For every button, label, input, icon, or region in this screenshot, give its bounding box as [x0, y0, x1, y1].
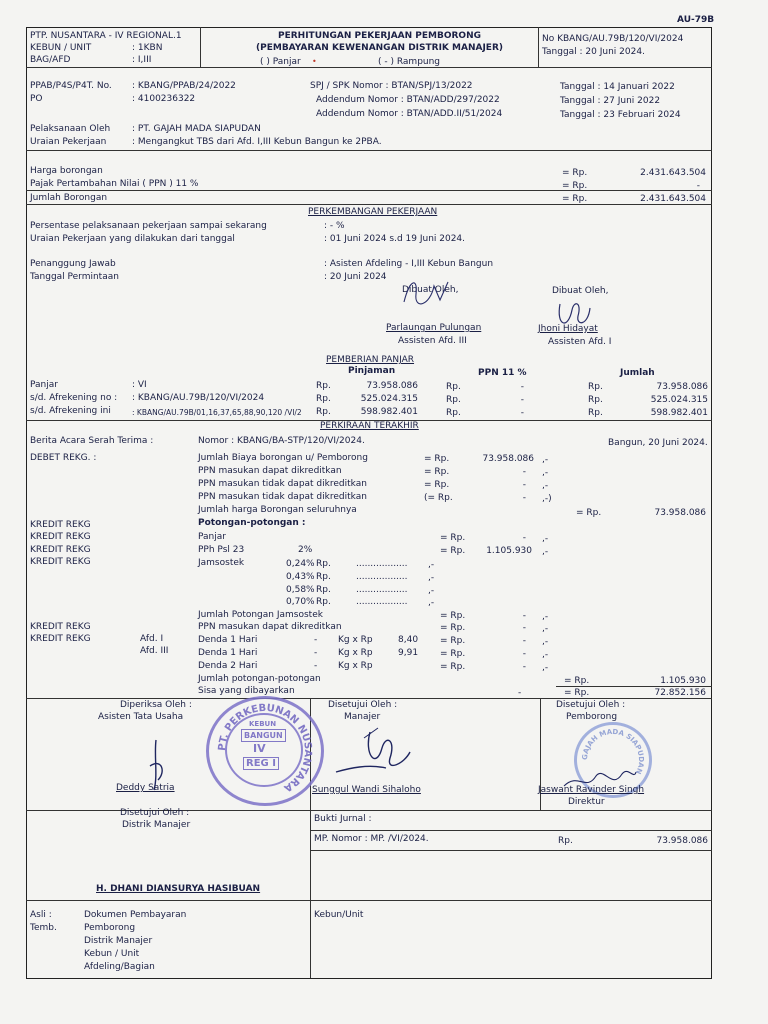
- panjar-row-rp: Rp.: [588, 395, 603, 405]
- signer-jaswant-role: Direktur: [568, 797, 605, 807]
- ppn-value: -: [696, 181, 700, 191]
- ppn-dik-value: -: [522, 623, 526, 633]
- dibuat-label-2: Dibuat Oleh,: [552, 286, 609, 296]
- debet-line-tail: ,-: [542, 481, 549, 491]
- panjar-row-rp: Rp.: [316, 381, 331, 391]
- denda-rate: 9,91: [398, 648, 419, 658]
- debet-line-label: Jumlah Biaya borongan u/ Pemborong: [198, 453, 368, 463]
- denda-rp: = Rp.: [440, 636, 466, 646]
- jpj-tail: ,-: [542, 612, 549, 622]
- jamsostek-label: Jamsostek: [198, 558, 245, 568]
- potongan-panjar-rp: = Rp.: [440, 533, 466, 543]
- addendum-2: Addendum Nomor : BTAN/ADD.II/51/2024: [316, 109, 503, 119]
- potongan-panjar-value: -: [522, 533, 526, 543]
- persen-value: : - %: [324, 221, 345, 231]
- doc-code: AU-79B: [677, 15, 715, 25]
- signer-1-name: Parlaungan Pulungan: [386, 323, 482, 333]
- doc-number: No KBANG/AU.79B/120/VI/2024: [542, 34, 684, 44]
- debet-line-value: -: [522, 467, 526, 477]
- jumlah-value: 2.431.643.504: [640, 194, 706, 204]
- harga-label: Harga borongan: [30, 166, 103, 176]
- debet-line-value: -: [522, 493, 526, 503]
- debet-line-rp: = Rp.: [424, 467, 450, 477]
- svg-text:PT. PERKEBUNAN NUSANTARA: PT. PERKEBUNAN NUSANTARA: [216, 702, 314, 794]
- jamsostek-tail: ,-: [428, 598, 435, 608]
- panjar-row-pinjaman: 73.958.086: [366, 381, 418, 391]
- panjar-row-rp: Rp.: [588, 382, 603, 392]
- afd-3-label: Afd. III: [140, 646, 169, 656]
- distribution-item: Afdeling/Bagian: [84, 962, 155, 972]
- signer-2-name: Jhoni Hidayat: [538, 324, 598, 334]
- panjar-row-jumlah: 525.024.315: [650, 395, 708, 405]
- jumlah-rp: = Rp.: [562, 194, 588, 204]
- panjar-row-rp: Rp.: [446, 382, 461, 392]
- denda-value: -: [522, 649, 526, 659]
- disetujui-manajer-label: Disetujui Oleh :: [328, 700, 398, 710]
- temb-label: Temb.: [30, 923, 57, 933]
- berita-label: Berita Acara Serah Terima :: [30, 436, 154, 446]
- col-jumlah: Jumlah: [620, 368, 655, 378]
- jamsostek-rp: Rp.: [316, 572, 331, 582]
- spj-date: Tanggal : 14 Januari 2022: [560, 82, 675, 92]
- col-pinjaman: Pinjaman: [348, 366, 396, 376]
- debet-line-label: PPN masukan dapat dikreditkan: [198, 466, 342, 476]
- afd-1-label: Afd. I: [140, 634, 164, 644]
- svg-text:GAJAH MADA SIAPUDAN: GAJAH MADA SIAPUDAN: [580, 727, 646, 776]
- pj-label: Penanggung Jawab: [30, 259, 116, 269]
- panjar-row-jumlah: 598.982.401: [650, 408, 708, 418]
- denda-label: Denda 2 Hari: [198, 661, 258, 671]
- panjar-heading: PEMBERIAN PANJAR: [326, 355, 415, 365]
- denda-kg: -: [314, 648, 318, 658]
- spj-number: SPJ / SPK Nomor : BTAN/SPJ/13/2022: [310, 81, 473, 91]
- debet-line-label: PPN masukan tidak dapat dikreditkan: [198, 479, 367, 489]
- jumlah-seluruh-rp: = Rp.: [576, 508, 602, 518]
- jamsostek-tail: ,-: [428, 586, 435, 596]
- jumlah-potongan-label: Jumlah potongan-potongan: [198, 674, 321, 684]
- signature-sunggul: [330, 724, 420, 786]
- debet-line-rp: (= Rp.: [424, 493, 453, 503]
- panjar-tick-mark: •: [312, 57, 317, 66]
- debet-line-rp: = Rp.: [424, 454, 450, 464]
- jamsostek-percent: 0,24%: [286, 559, 315, 569]
- panjar-row-label: s/d. Afrekening ini: [30, 406, 111, 416]
- dm-name: H. DHANI DIANSURYA HASIBUAN: [96, 884, 261, 894]
- addendum-2-date: Tanggal : 23 Februari 2024: [560, 110, 681, 120]
- potongan-panjar-tail: ,-: [542, 534, 549, 544]
- panjar-row-rp: Rp.: [316, 394, 331, 404]
- uraian-value: : Mengangkut TBS dari Afd. I,III Kebun Bangun ke 2PBA.: [132, 137, 382, 147]
- signer-2-role: Assisten Afd. I: [548, 337, 612, 347]
- panjar-row-rp: Rp.: [446, 395, 461, 405]
- denda-kg-rp: Kg x Rp: [338, 661, 373, 671]
- panjar-row-rp: Rp.: [316, 407, 331, 417]
- debet-label: DEBET REKG. :: [30, 453, 97, 463]
- debet-line-tail: ,-: [542, 455, 549, 465]
- jamsostek-rp: Rp.: [316, 597, 331, 607]
- disetujui-manajer-role: Manajer: [344, 712, 381, 722]
- disetujui-dm-label: Disetujui Oleh :: [120, 808, 190, 818]
- mp-value: 73.958.086: [656, 836, 708, 846]
- panjar-option: ( ) Panjar: [260, 57, 301, 67]
- panjar-row-ref: : KBANG/AU.79B/120/VI/2024: [132, 393, 265, 403]
- jamsostek-percent: 0,70%: [286, 597, 315, 607]
- tp-label: Tanggal Permintaan: [30, 272, 119, 282]
- distribution-item: Distrik Manajer: [84, 936, 153, 946]
- panjar-row-ppn: -: [520, 382, 524, 392]
- pph-label: PPh Psl 23: [198, 545, 245, 555]
- jumlah-seluruh-label: Jumlah harga Borongan seluruhnya: [198, 505, 357, 515]
- ppn-label: Pajak Pertambahan Nilai ( PPN ) 11 %: [30, 179, 199, 189]
- denda-label: Denda 1 Hari: [198, 635, 258, 645]
- ppab-label: PPAB/P4S/P4T. No.: [30, 81, 112, 91]
- jamsostek-rp: Rp.: [316, 559, 331, 569]
- stamp-reg: REG I: [243, 757, 279, 770]
- jamsostek-dots: ..................: [356, 585, 408, 595]
- panjar-row-jumlah: 73.958.086: [656, 382, 708, 392]
- debet-line-label: PPN masukan tidak dapat dikreditkan: [198, 492, 367, 502]
- debet-line-tail: ,-: [542, 468, 549, 478]
- panjar-row-ref: : KBANG/AU.79B/01,16,37,65,88,90,120 /VI/2: [132, 408, 302, 417]
- denda-tail: ,-: [542, 650, 549, 660]
- denda-tail: ,-: [542, 663, 549, 673]
- panjar-row-pinjaman: 525.024.315: [360, 394, 418, 404]
- col-ppn: PPN 11 %: [478, 368, 527, 378]
- asli-label: Asli :: [30, 910, 52, 920]
- denda-kg: -: [314, 661, 318, 671]
- jamsostek-tail: ,-: [428, 573, 435, 583]
- stamp-kebun: KEBUN: [249, 720, 277, 728]
- debet-line-value: -: [522, 480, 526, 490]
- jpj-label: Jumlah Potongan Jamsostek: [198, 610, 323, 620]
- denda-rate: 8,40: [398, 635, 419, 645]
- rampung-option: ( - ) Rampung: [378, 57, 441, 67]
- kredit-label: KREDIT REKG: [30, 634, 91, 644]
- uraian-dilakukan-label: Uraian Pekerjaan yang dilakukan dari tanggal: [30, 234, 235, 244]
- diperiksa-label: Diperiksa Oleh :: [120, 700, 192, 710]
- jamsostek-dots: ..................: [356, 597, 408, 607]
- ppab-value: : KBANG/PPAB/24/2022: [132, 81, 236, 91]
- po-label: PO: [30, 94, 43, 104]
- signer-1-role: Assisten Afd. III: [398, 336, 467, 346]
- bag-value: : I,III: [132, 55, 152, 65]
- denda-kg-rp: Kg x Rp: [338, 635, 373, 645]
- sisa-rp: = Rp.: [564, 688, 590, 698]
- sisa-dash: -: [518, 688, 522, 698]
- jumlah-label: Jumlah Borongan: [30, 193, 108, 203]
- harga-value: 2.431.643.504: [640, 168, 706, 178]
- denda-label: Denda 1 Hari: [198, 648, 258, 658]
- denda-rp: = Rp.: [440, 649, 466, 659]
- jamsostek-dots: ..................: [356, 559, 408, 569]
- bukti-jurnal-label: Bukti Jurnal :: [314, 814, 372, 824]
- pph-value: 1.105.930: [486, 546, 532, 556]
- distribution-item: Dokumen Pembayaran: [84, 910, 187, 920]
- doc-date: Tanggal : 20 Juni 2024.: [542, 47, 645, 57]
- kredit-label: KREDIT REKG: [30, 557, 91, 567]
- panjar-row-pinjaman: 598.982.401: [360, 407, 418, 417]
- jpj-value: -: [522, 611, 526, 621]
- bag-label: BAG/AFD: [30, 55, 71, 65]
- disetujui-pemborong-role: Pemborong: [566, 712, 618, 722]
- jamsostek-percent: 0,43%: [286, 572, 315, 582]
- potongan-heading: Potongan-potongan :: [198, 518, 306, 528]
- tp-value: : 20 Juni 2024: [324, 272, 387, 282]
- bangun-date: Bangun, 20 Juni 2024.: [608, 438, 708, 448]
- denda-kg-rp: Kg x Rp: [338, 648, 373, 658]
- potongan-panjar-label: Panjar: [198, 532, 226, 542]
- mp-rp: Rp.: [558, 836, 573, 846]
- uraian-label: Uraian Pekerjaan: [30, 137, 107, 147]
- doc-subtitle: (PEMBAYARAN KEWENANGAN DISTRIK MANAJER): [256, 43, 503, 53]
- signer-deddy-name: Deddy Satria: [116, 783, 175, 793]
- kredit-label: KREDIT REKG: [30, 545, 91, 555]
- addendum-1-date: Tanggal : 27 Juni 2022: [560, 96, 661, 106]
- pj-value: : Asisten Afdeling - I,III Kebun Bangun: [324, 259, 494, 269]
- kredit-label: KREDIT REKG: [30, 532, 91, 542]
- disetujui-dm-role: Distrik Manajer: [122, 820, 191, 830]
- pph-rp: = Rp.: [440, 546, 466, 556]
- panjar-row-ppn: -: [520, 408, 524, 418]
- jamsostek-rp: Rp.: [316, 585, 331, 595]
- doc-title: PERHITUNGAN PEKERJAAN PEMBORONG: [278, 31, 482, 41]
- jamsostek-dots: ..................: [356, 572, 408, 582]
- final-heading: PERKIRAAN TERAKHIR: [320, 421, 419, 431]
- panjar-row-rp: Rp.: [588, 408, 603, 418]
- panjar-row-label: s/d. Afrekening no :: [30, 393, 118, 403]
- debet-line-rp: = Rp.: [424, 480, 450, 490]
- denda-tail: ,-: [542, 637, 549, 647]
- progress-heading: PERKEMBANGAN PEKERJAAN: [308, 207, 438, 217]
- uraian-dilakukan-value: : 01 Juni 2024 s.d 19 Juni 2024.: [324, 234, 466, 244]
- debet-line-tail: ,-): [542, 494, 552, 504]
- company-name: PTP. NUSANTARA - IV REGIONAL.1: [30, 31, 182, 41]
- kebun-label: KEBUN / UNIT: [30, 43, 92, 53]
- panjar-row-ref: : VI: [132, 380, 147, 390]
- dibuat-label-1: Dibuat Oleh,: [402, 285, 459, 295]
- sisa-value: 72.852.156: [654, 688, 706, 698]
- berita-value: Nomor : KBANG/BA-STP/120/VI/2024.: [198, 436, 365, 446]
- sisa-label: Sisa yang dibayarkan: [198, 686, 295, 696]
- pelaksana-value: : PT. GAJAH MADA SIAPUDAN: [132, 124, 261, 134]
- ppn-rp: = Rp.: [562, 181, 588, 191]
- harga-rp: = Rp.: [562, 168, 588, 178]
- stamp-iv: IV: [253, 742, 266, 755]
- persen-label: Persentase pelaksanaan pekerjaan sampai sekarang: [30, 221, 267, 231]
- denda-value: -: [522, 636, 526, 646]
- jpj-rp: = Rp.: [440, 611, 466, 621]
- distribution-item: Pemborong: [84, 923, 136, 933]
- kredit-label: KREDIT REKG: [30, 622, 91, 632]
- ppn-dik-rp: = Rp.: [440, 623, 466, 633]
- panjar-row-label: Panjar: [30, 380, 58, 390]
- denda-rp: = Rp.: [440, 662, 466, 672]
- mp-number: MP. Nomor : MP. /VI/2024.: [314, 834, 429, 844]
- stamp-bangun: BANGUN: [241, 729, 286, 742]
- panjar-row-ppn: -: [520, 395, 524, 405]
- company-stamp: [206, 696, 324, 806]
- debet-line-value: 73.958.086: [482, 454, 534, 464]
- addendum-1: Addendum Nomor : BTAN/ADD/297/2022: [316, 95, 500, 105]
- jumlah-potongan-value: 1.105.930: [660, 676, 706, 686]
- jumlah-potongan-rp: = Rp.: [564, 676, 590, 686]
- panjar-row-rp: Rp.: [446, 408, 461, 418]
- po-value: : 4100236322: [132, 94, 196, 104]
- disetujui-pemborong-label: Disetujui Oleh :: [556, 700, 626, 710]
- signer-sunggul-name: Sunggul Wandi Sihaloho: [312, 785, 421, 795]
- pelaksana-label: Pelaksanaan Oleh: [30, 124, 111, 134]
- denda-kg: -: [314, 635, 318, 645]
- pph-tail: ,-: [542, 547, 549, 557]
- kebun-value: : 1KBN: [132, 43, 163, 53]
- signature-parlaungan: [396, 272, 459, 312]
- kebun-unit-label: Kebun/Unit: [314, 910, 364, 920]
- ppn-dik-label: PPN masukan dapat dikreditkan: [198, 622, 342, 632]
- kredit-label: KREDIT REKG: [30, 520, 91, 530]
- denda-value: -: [522, 662, 526, 672]
- signer-jaswant-name: Jaswant Ravinder Singh: [538, 785, 645, 795]
- jamsostek-tail: ,-: [428, 560, 435, 570]
- diperiksa-role: Asisten Tata Usaha: [98, 712, 184, 722]
- jumlah-seluruh-value: 73.958.086: [654, 508, 706, 518]
- distribution-item: Kebun / Unit: [84, 949, 140, 959]
- ppn-dik-tail: ,-: [542, 624, 549, 634]
- jamsostek-percent: 0,58%: [286, 585, 315, 595]
- pph-percent: 2%: [298, 545, 313, 555]
